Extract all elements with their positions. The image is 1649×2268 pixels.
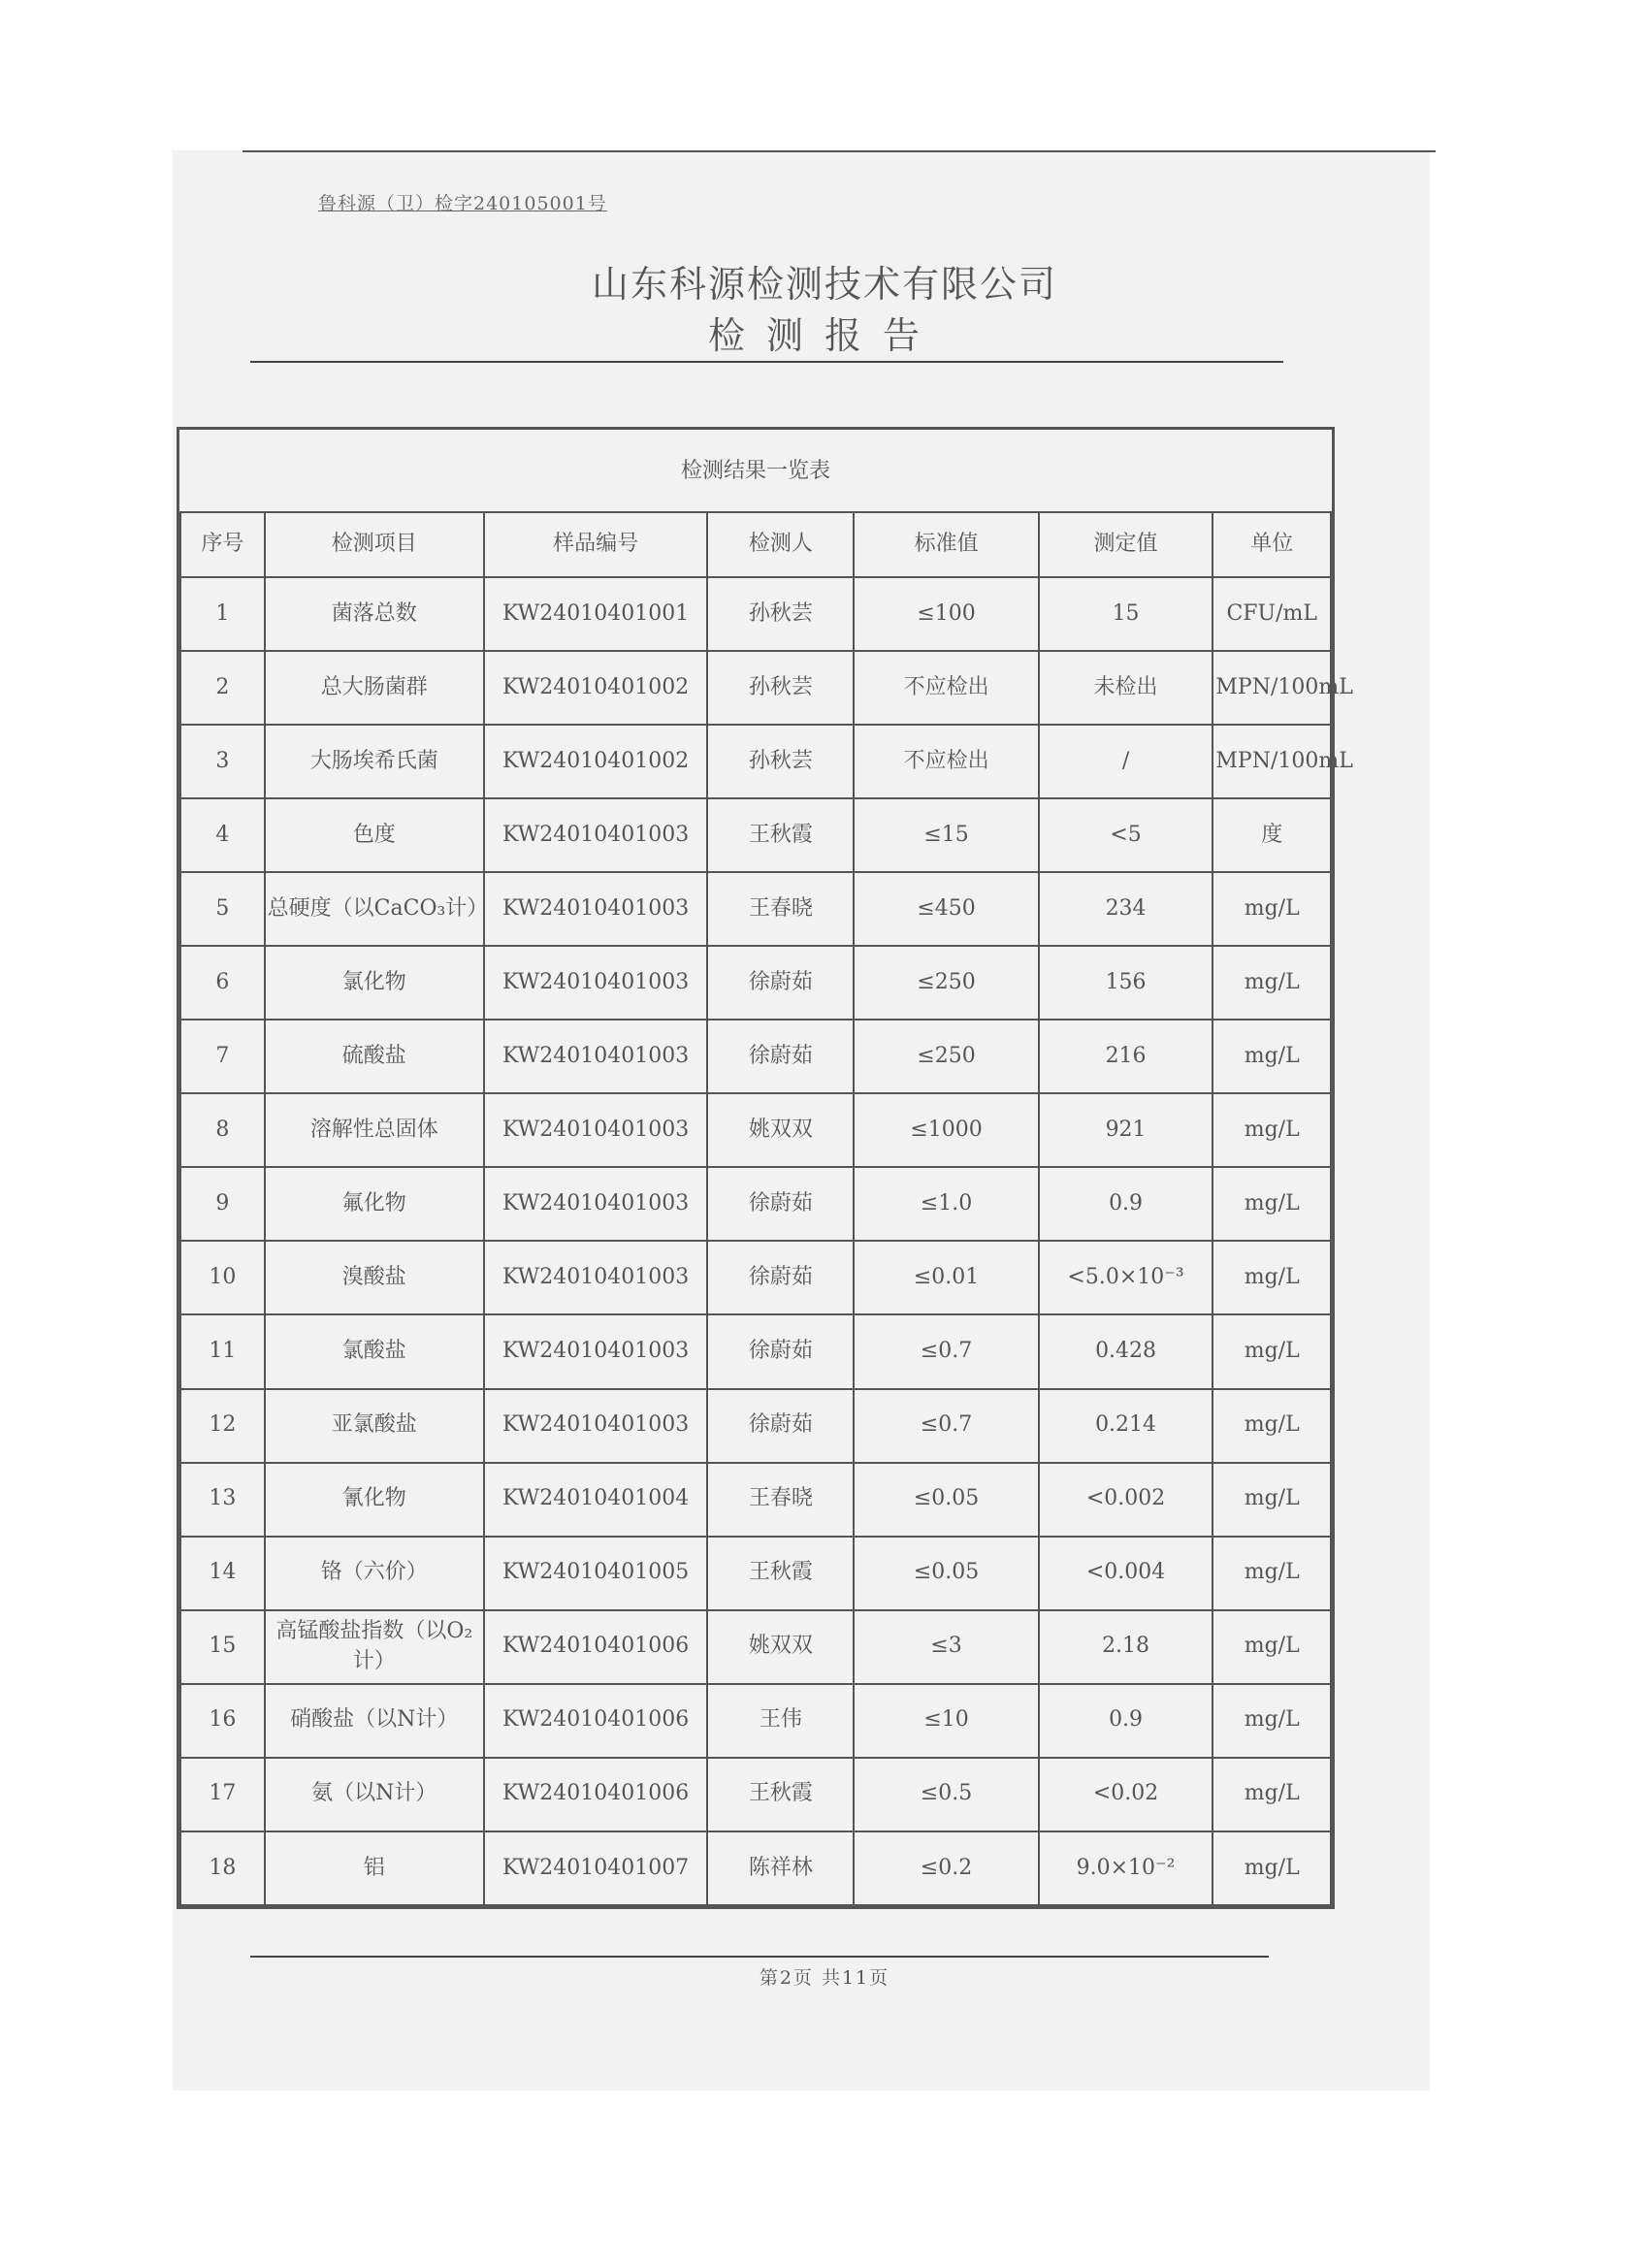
company-name: 山东科源检测技术有限公司 — [591, 263, 1057, 306]
table-row — [180, 1389, 1331, 1463]
cell-standard: ≤450 — [854, 872, 1038, 946]
table-row — [180, 1537, 1331, 1610]
cell-tester: 陈祥林 — [707, 1831, 854, 1905]
cell-measured: 2.18 — [1039, 1610, 1213, 1684]
cell-measured: 0.9 — [1039, 1684, 1213, 1758]
cell-unit: MPN/100mL — [1212, 725, 1331, 798]
footer-divider — [250, 1956, 1269, 1958]
cell-standard: ≤0.05 — [854, 1537, 1038, 1610]
results-table — [179, 511, 1353, 1906]
cell-standard: 不应检出 — [854, 651, 1038, 725]
table-row — [180, 1831, 1331, 1905]
table-row — [180, 1314, 1331, 1388]
cell-tester: 王春晓 — [707, 1463, 854, 1537]
cell-tester: 徐蔚茹 — [707, 1020, 854, 1093]
cell-measured: 156 — [1039, 946, 1213, 1020]
cell-measured: 0.9 — [1039, 1167, 1213, 1241]
cell-item: 氯酸盐 — [265, 1314, 484, 1388]
cell-unit: mg/L — [1212, 1610, 1331, 1684]
cell-item: 溴酸盐 — [265, 1241, 484, 1314]
cell-item: 铝 — [265, 1831, 484, 1905]
cell-item: 菌落总数 — [265, 577, 484, 651]
table-header-row — [180, 512, 1331, 577]
table-row — [180, 1610, 1331, 1684]
cell-sample: KW24010401004 — [484, 1463, 707, 1537]
cell-no: 13 — [180, 1463, 265, 1537]
cell-unit: mg/L — [1212, 1389, 1331, 1463]
cell-tester: 王伟 — [707, 1684, 854, 1758]
cell-unit: mg/L — [1212, 946, 1331, 1020]
cell-measured: <0.02 — [1039, 1758, 1213, 1831]
table-row — [180, 798, 1331, 872]
cell-standard: ≤250 — [854, 1020, 1038, 1093]
cell-item: 氰化物 — [265, 1463, 484, 1537]
cell-unit: CFU/mL — [1212, 577, 1331, 651]
cell-measured: <5 — [1039, 798, 1213, 872]
cell-measured: <0.004 — [1039, 1537, 1213, 1610]
cell-sample: KW24010401003 — [484, 1241, 707, 1314]
cell-unit: 度 — [1212, 798, 1331, 872]
cell-unit: mg/L — [1212, 1241, 1331, 1314]
cell-standard: ≤0.05 — [854, 1463, 1038, 1537]
col-header-sample: 样品编号 — [484, 512, 707, 577]
cell-measured: 0.214 — [1039, 1389, 1213, 1463]
cell-sample: KW24010401006 — [484, 1684, 707, 1758]
cell-no: 9 — [180, 1167, 265, 1241]
cell-no: 15 — [180, 1610, 265, 1684]
cell-measured: <0.002 — [1039, 1463, 1213, 1537]
cell-item: 色度 — [265, 798, 484, 872]
table-row — [180, 651, 1331, 725]
table-row — [180, 872, 1331, 946]
cell-no: 7 — [180, 1020, 265, 1093]
cell-item: 硫酸盐 — [265, 1020, 484, 1093]
table-row — [180, 1020, 1331, 1093]
cell-unit: mg/L — [1212, 1314, 1331, 1388]
cell-tester: 孙秋芸 — [707, 577, 854, 651]
cell-tester: 徐蔚茹 — [707, 1241, 854, 1314]
cell-sample: KW24010401003 — [484, 1167, 707, 1241]
table-caption: 检测结果一览表 — [680, 459, 830, 483]
cell-sample: KW24010401003 — [484, 1314, 707, 1388]
cell-unit: MPN/100mL — [1212, 651, 1331, 725]
cell-no: 18 — [180, 1831, 265, 1905]
table-row — [180, 577, 1331, 651]
cell-tester: 徐蔚茹 — [707, 1314, 854, 1388]
table-row — [180, 1241, 1331, 1314]
cell-item: 氯化物 — [265, 946, 484, 1020]
cell-sample: KW24010401003 — [484, 872, 707, 946]
cell-measured: 9.0×10⁻² — [1039, 1831, 1213, 1905]
cell-measured: 921 — [1039, 1093, 1213, 1167]
cell-no: 12 — [180, 1389, 265, 1463]
cell-tester: 姚双双 — [707, 1093, 854, 1167]
cell-sample: KW24010401006 — [484, 1610, 707, 1684]
table-row — [180, 1758, 1331, 1831]
cell-standard: ≤0.7 — [854, 1314, 1038, 1388]
table-row — [180, 1463, 1331, 1537]
cell-tester: 孙秋芸 — [707, 651, 854, 725]
cell-sample: KW24010401003 — [484, 946, 707, 1020]
cell-sample: KW24010401007 — [484, 1831, 707, 1905]
cell-sample: KW24010401003 — [484, 1093, 707, 1167]
cell-tester: 徐蔚茹 — [707, 1389, 854, 1463]
cell-item: 硝酸盐（以N计） — [265, 1684, 484, 1758]
cell-standard: ≤0.7 — [854, 1389, 1038, 1463]
cell-item: 溶解性总固体 — [265, 1093, 484, 1167]
cell-standard: ≤0.5 — [854, 1758, 1038, 1831]
table-row — [180, 725, 1331, 798]
col-header-standard: 标准值 — [854, 512, 1038, 577]
cell-standard: ≤0.01 — [854, 1241, 1038, 1314]
cell-tester: 王秋霞 — [707, 798, 854, 872]
cell-tester: 王春晓 — [707, 872, 854, 946]
cell-tester: 王秋霞 — [707, 1758, 854, 1831]
cell-no: 10 — [180, 1241, 265, 1314]
cell-unit: mg/L — [1212, 1463, 1331, 1537]
cell-no: 3 — [180, 725, 265, 798]
cell-no: 8 — [180, 1093, 265, 1167]
header-divider — [250, 361, 1283, 363]
cell-sample: KW24010401006 — [484, 1758, 707, 1831]
report-title: 检测报告 — [707, 314, 941, 357]
cell-standard: ≤3 — [854, 1610, 1038, 1684]
cell-measured: <5.0×10⁻³ — [1039, 1241, 1213, 1314]
cell-unit: mg/L — [1212, 1684, 1331, 1758]
cell-sample: KW24010401003 — [484, 1020, 707, 1093]
page-number: 第2页 共11页 — [759, 1967, 890, 1989]
table-row — [180, 1684, 1331, 1758]
cell-sample: KW24010401003 — [484, 798, 707, 872]
cell-standard: ≤0.2 — [854, 1831, 1038, 1905]
cell-standard: ≤250 — [854, 946, 1038, 1020]
cell-no: 1 — [180, 577, 265, 651]
cell-sample: KW24010401001 — [484, 577, 707, 651]
cell-tester: 姚双双 — [707, 1610, 854, 1684]
cell-tester: 孙秋芸 — [707, 725, 854, 798]
cell-standard: ≤100 — [854, 577, 1038, 651]
cell-unit: mg/L — [1212, 1167, 1331, 1241]
cell-sample: KW24010401005 — [484, 1537, 707, 1610]
cell-no: 2 — [180, 651, 265, 725]
cell-item: 氟化物 — [265, 1167, 484, 1241]
cell-no: 6 — [180, 946, 265, 1020]
cell-unit: mg/L — [1212, 1758, 1331, 1831]
cell-measured: / — [1039, 725, 1213, 798]
cell-measured: 15 — [1039, 577, 1213, 651]
cell-item: 亚氯酸盐 — [265, 1389, 484, 1463]
col-header-no: 序号 — [180, 512, 265, 577]
cell-sample: KW24010401003 — [484, 1389, 707, 1463]
cell-no: 16 — [180, 1684, 265, 1758]
report-number: 鲁科源（卫）检字240105001号 — [318, 193, 607, 214]
cell-standard: ≤1000 — [854, 1093, 1038, 1167]
table-row — [180, 946, 1331, 1020]
cell-tester: 徐蔚茹 — [707, 946, 854, 1020]
cell-unit: mg/L — [1212, 1537, 1331, 1610]
cell-no: 14 — [180, 1537, 265, 1610]
cell-standard: ≤10 — [854, 1684, 1038, 1758]
table-row — [180, 1167, 1331, 1241]
cell-item: 总硬度（以CaCO₃计） — [265, 872, 484, 946]
col-header-tester: 检测人 — [707, 512, 854, 577]
cell-no: 5 — [180, 872, 265, 946]
cell-standard: ≤1.0 — [854, 1167, 1038, 1241]
cell-item: 总大肠菌群 — [265, 651, 484, 725]
cell-no: 17 — [180, 1758, 265, 1831]
cell-sample: KW24010401002 — [484, 725, 707, 798]
cell-unit: mg/L — [1212, 1093, 1331, 1167]
cell-unit: mg/L — [1212, 1020, 1331, 1093]
cell-sample: KW24010401002 — [484, 651, 707, 725]
cell-measured: 234 — [1039, 872, 1213, 946]
col-header-measured: 测定值 — [1039, 512, 1213, 577]
cell-measured: 216 — [1039, 1020, 1213, 1093]
cell-no: 4 — [180, 798, 265, 872]
cell-measured: 0.428 — [1039, 1314, 1213, 1388]
col-header-unit: 单位 — [1212, 512, 1331, 577]
cell-measured: 未检出 — [1039, 651, 1213, 725]
cell-tester: 王秋霞 — [707, 1537, 854, 1610]
cell-item: 大肠埃希氏菌 — [265, 725, 484, 798]
cell-tester: 徐蔚茹 — [707, 1167, 854, 1241]
cell-item: 氨（以N计） — [265, 1758, 484, 1831]
cell-item: 铬（六价） — [265, 1537, 484, 1610]
col-header-item: 检测项目 — [265, 512, 484, 577]
cell-standard: ≤15 — [854, 798, 1038, 872]
cell-no: 11 — [180, 1314, 265, 1388]
table-row — [180, 1093, 1331, 1167]
cell-standard: 不应检出 — [854, 725, 1038, 798]
cell-unit: mg/L — [1212, 1831, 1331, 1905]
paper-edge — [242, 150, 1436, 152]
cell-item: 高锰酸盐指数（以O₂计） — [265, 1610, 484, 1684]
cell-unit: mg/L — [1212, 872, 1331, 946]
results-body — [180, 577, 1353, 1905]
